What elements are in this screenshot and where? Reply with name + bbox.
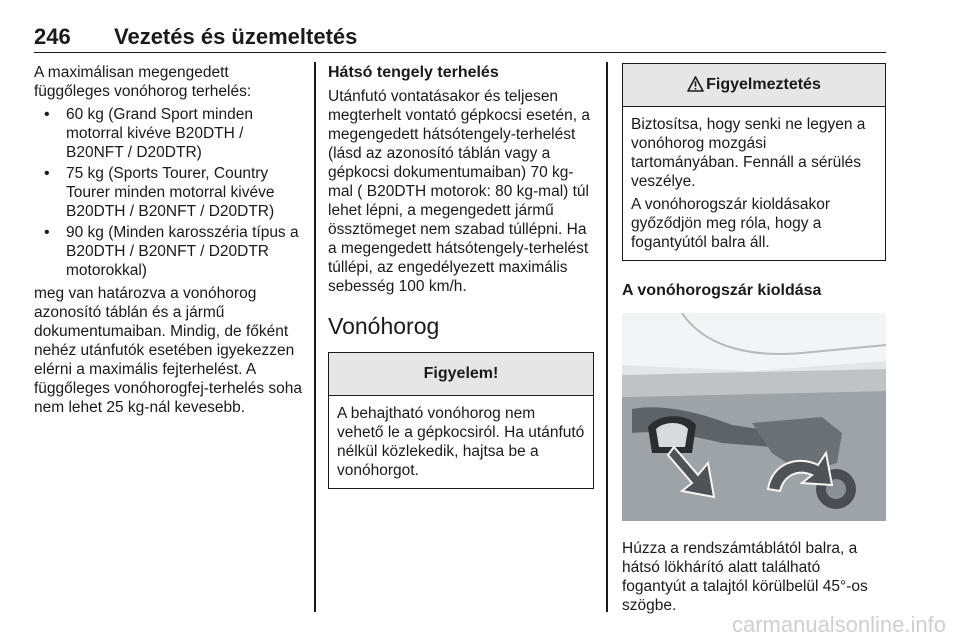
warning-title: Figyelmeztetés [706, 76, 821, 93]
watermark: carmanualsonline.info [731, 612, 946, 637]
list-item: • 75 kg (Sports Tourer, Country Tourer minden motorral kivéve B20DTH / B20NFT / D20DTR) [34, 164, 304, 221]
vertical-load-list [34, 105, 304, 280]
release-instruction: Húzza a rendszámtáblától balra, a hátsó lökhárító alatt található fogantyút a talajtól körülbelül 45°-os szögbe. [622, 540, 868, 614]
column-left [34, 63, 304, 421]
towbar-section-title: Vonóhorog [328, 313, 440, 339]
warning-text: Biztosítsa, hogy senki ne legyen a vonóhorog mozgási tartományában. Fennáll a sérülés veszélye. [631, 116, 866, 190]
warning-text: A vonóhorogszár kioldásakor győződjön meg róla, hogy a fogantyútól balra áll. [631, 196, 831, 251]
warning-box [622, 63, 886, 261]
list-item: • 60 kg (Grand Sport minden motorral kivéve B20DTH / B20NFT / D20DTR) [34, 105, 304, 162]
rear-axle-heading: Hátsó tengely terhelés [328, 64, 499, 81]
chapter-title: Vezetés és üzemeltetés [114, 24, 358, 49]
page-header [34, 22, 886, 53]
notice-box [328, 352, 594, 489]
page-number: 246 [34, 24, 71, 49]
notice-title: Figyelem! [329, 353, 593, 396]
warning-header [623, 64, 885, 107]
rear-axle-paragraph: Utánfutó vontatásakor és teljesen megterhelt vontató gépkocsi esetén, a megengedett hátsótengely-terhelést (lásd az azonosító táblán vagy a gépkocsi dokumentumaiban) 70 kg-mal ( B20DTH motorok: 80 kg-mal) túl lehet lépni, a megengedett jármű össztömeget nem szabad túllépni. Ha a megengedett hátsótengely-terhelést túllépi, az engedélyezett maximális sebesség 100 km/h. [328, 88, 590, 295]
column-divider-2 [606, 62, 608, 612]
list-item: • 90 kg (Minden karosszéria típus a B20DTH / B20NFT / D20DTR motorokkal) [34, 223, 304, 280]
notice-text: A behajtható vonóhorog nem vehető le a gépkocsiról. Ha utánfutó nélkül közlekedik, hajtsa be a vonóhorgot. [337, 405, 585, 479]
vertical-load-paragraph: meg van határozva a vonóhorog azonosító táblán és a jármű dokumentumaiban. Mindig, de főként nehéz utánfutók esetében igyekezzen elérni a maximális fejterhelést. A függőleges vonóhorogfej-terhelés soha nem lehet 25 kg-nál kevesebb. [34, 285, 302, 416]
column-right [622, 63, 886, 619]
warning-triangle-icon [687, 67, 704, 109]
vertical-load-intro: A maximálisan megengedett függőleges vonóhorog terhelés: [34, 64, 252, 100]
column-divider-1 [314, 62, 316, 612]
release-heading: A vonóhorogszár kioldása [622, 282, 822, 299]
column-middle [328, 63, 594, 489]
towbar-release-photo [622, 313, 886, 521]
